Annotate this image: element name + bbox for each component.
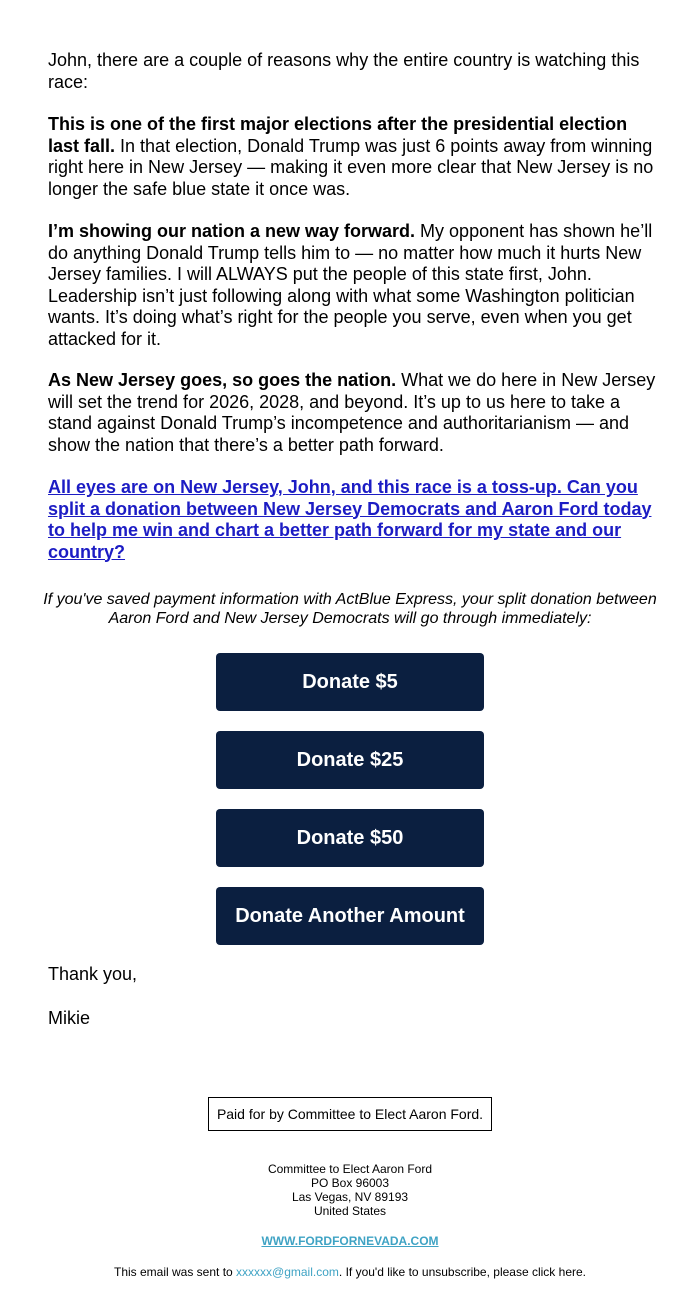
donate-5-button[interactable]: Donate $5 (216, 653, 484, 711)
unsubscribe-note (0, 1265, 700, 1279)
recipient-email[interactable]: xxxxxx@gmail.com (236, 1265, 339, 1279)
sent-prefix: This email was sent to (113, 1265, 237, 1279)
donate-50-button[interactable]: Donate $50 (216, 809, 484, 867)
mailing-address (0, 1162, 700, 1218)
paragraph-new-way-forward (48, 221, 658, 350)
donate-another-amount-button[interactable]: Donate Another Amount (216, 887, 484, 945)
donation-cta-link[interactable]: All eyes are on New Jersey, John, and this race is a toss-up. Can you split a donation between New Jersey Democrats and Aaron Ford today to help me win and chart a better path forward for my state and our country? (48, 477, 652, 562)
signature: Mikie (48, 1008, 91, 1028)
intro-paragraph (48, 50, 658, 93)
website-link[interactable]: WWW.FORDFORNEVADA.COM (261, 1234, 439, 1248)
closing-thanks: Thank you, (48, 964, 138, 984)
intro-text: John, there are a couple of reasons why the entire country is watching this race: (48, 50, 640, 92)
paragraph-new-way-forward-bold: I’m showing our nation a new way forward. (48, 221, 416, 241)
paid-for-disclaimer: Paid for by Committee to Elect Aaron Ford. (208, 1097, 492, 1131)
unsubscribe-text[interactable]: . If you'd like to unsubscribe, please click here. (338, 1265, 586, 1279)
paragraph-first-election (48, 114, 658, 200)
paragraph-first-election-text: In that election, Donald Trump was just 6 points away from winning right here in New Jersey — making it even more clear that New Jersey is no longer the safe blue state it once was. (48, 135, 654, 199)
address-line: Committee to Elect Aaron Ford (267, 1162, 433, 1176)
address-line: United States (313, 1204, 387, 1218)
website-link-row (0, 1234, 700, 1248)
paragraph-new-way-forward-text: My opponent has shown he’ll do anything Donald Trump tells him to — no matter how much it hurts New Jersey families. I will ALWAYS put the people of this state first, John. Leadership isn’t just following along with what some Washington politician wants. It’s doing what’s right for the people you serve, even when you get attacked for it. (48, 221, 653, 349)
donate-25-button[interactable]: Donate $25 (216, 731, 484, 789)
address-line: PO Box 96003 (310, 1176, 390, 1190)
paragraph-nation-bold: As New Jersey goes, so goes the nation. (48, 370, 397, 390)
paragraph-nation-text: What we do here in New Jersey will set the trend for 2026, 2028, and beyond. It’s up to us here to take a stand against Donald Trump’s incompetence and authoritarianism — and show the nation that there’s a better path forward. (48, 370, 656, 455)
address-line: Las Vegas, NV 89193 (291, 1190, 409, 1204)
paragraph-nation (48, 370, 658, 456)
paragraph-first-election-bold: This is one of the first major elections after the presidential election last fall. (48, 114, 628, 156)
actblue-express-note: If you've saved payment information with ActBlue Express, your split donation between Aaron Ford and New Jersey Democrats will go through immediately: (43, 591, 657, 627)
